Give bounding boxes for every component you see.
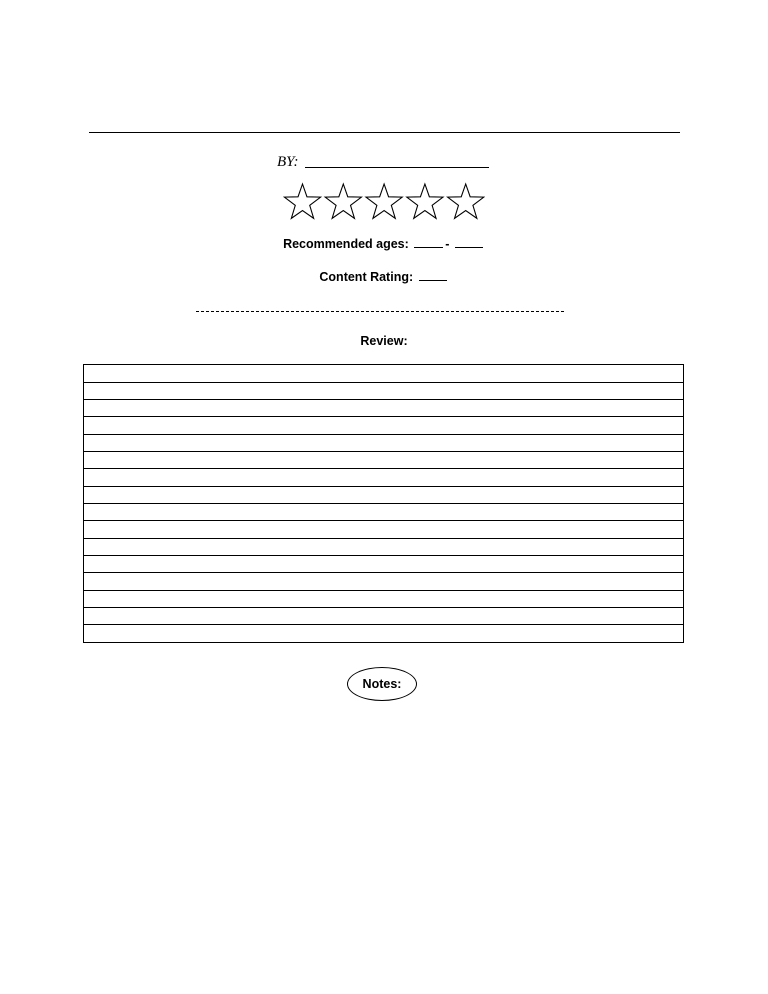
- dashed-separator: [196, 311, 564, 312]
- review-line: [84, 555, 683, 556]
- review-line: [84, 538, 683, 539]
- author-blank[interactable]: [305, 167, 489, 168]
- review-line: [84, 520, 683, 521]
- review-line: [84, 434, 683, 435]
- review-line: [84, 399, 683, 400]
- author-row: [277, 151, 489, 171]
- stars-svg: [283, 181, 485, 223]
- star-icon[interactable]: [407, 184, 443, 218]
- review-line: [84, 382, 683, 383]
- star-icon[interactable]: [325, 184, 361, 218]
- review-lines-box[interactable]: [83, 364, 684, 643]
- review-line: [84, 468, 683, 469]
- age-separator: -: [445, 237, 450, 251]
- author-label: BY:: [277, 154, 299, 170]
- star-icon[interactable]: [284, 184, 320, 218]
- recommended-ages-label: Recommended ages:: [283, 237, 409, 251]
- star-icon[interactable]: [448, 184, 484, 218]
- content-rating-row: [0, 269, 768, 285]
- recommended-ages-row: [0, 236, 768, 252]
- title-line[interactable]: [89, 132, 680, 133]
- star-rating: [283, 181, 485, 223]
- content-rating-label: Content Rating:: [319, 270, 414, 284]
- review-line: [84, 486, 683, 487]
- notes-label: Notes:: [362, 677, 402, 691]
- review-line: [84, 451, 683, 452]
- age-min-blank[interactable]: [414, 247, 443, 248]
- notes-oval: [347, 667, 417, 701]
- age-max-blank[interactable]: [455, 247, 483, 248]
- review-line: [84, 590, 683, 591]
- review-line: [84, 416, 683, 417]
- star-icon[interactable]: [366, 184, 402, 218]
- review-line: [84, 572, 683, 573]
- review-line: [84, 624, 683, 625]
- content-rating-blank[interactable]: [419, 280, 447, 281]
- review-line: [84, 607, 683, 608]
- review-label: Review:: [360, 334, 408, 348]
- review-line: [84, 503, 683, 504]
